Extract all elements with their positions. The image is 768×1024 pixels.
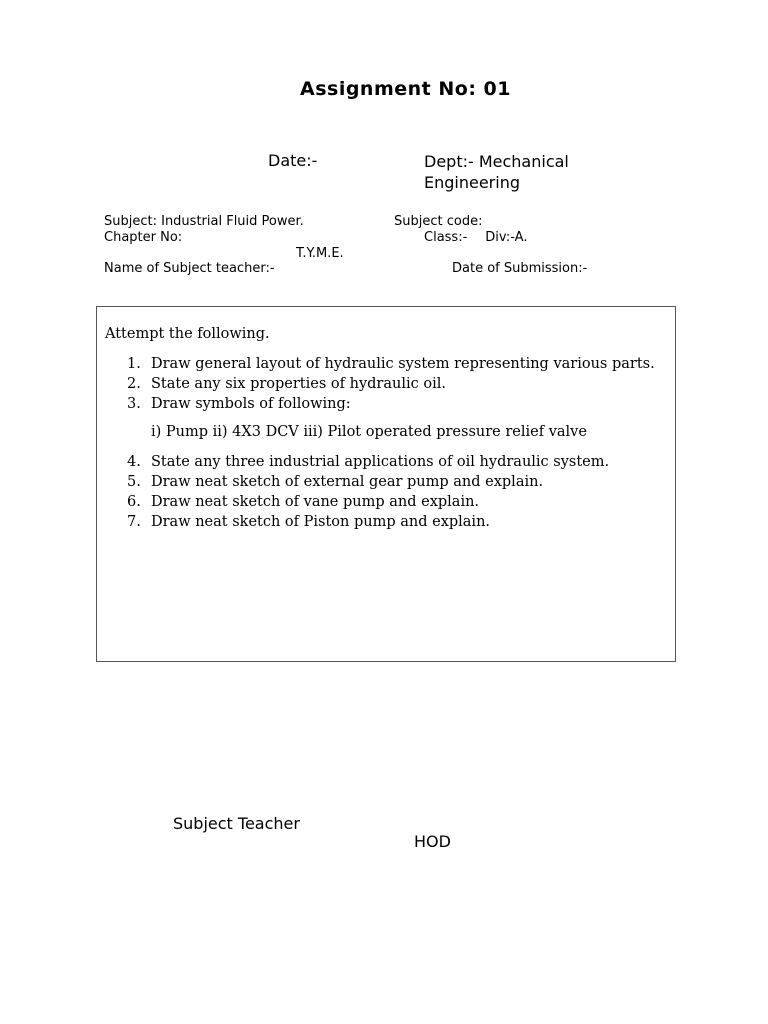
question-number: 6. [127, 494, 141, 510]
questions-box [96, 306, 676, 662]
question-text: Draw general layout of hydraulic system representing various parts. [151, 356, 655, 372]
hod-signature: HOD [414, 832, 451, 851]
question-number: 2. [127, 376, 141, 392]
question-sub-item: i) Pump ii) 4X3 DCV iii) Pilot operated pressure relief valve [151, 424, 587, 440]
class-label: Class:- [424, 230, 468, 245]
assignment-title: Assignment No: 01 [300, 78, 511, 100]
div-label: Div:-A. [485, 230, 528, 245]
question-item [127, 454, 609, 470]
teacher-name-label: Name of Subject teacher:- [104, 261, 275, 276]
subject-teacher-signature: Subject Teacher [173, 814, 300, 833]
question-item [127, 494, 479, 510]
year-label: T.Y.M.E. [296, 246, 344, 261]
subject-label: Subject: Industrial Fluid Power. [104, 214, 304, 229]
class-div-label [424, 230, 527, 246]
question-item [127, 376, 446, 392]
submission-date-label: Date of Submission:- [452, 261, 588, 276]
chapter-label: Chapter No: [104, 230, 183, 245]
question-number: 5. [127, 474, 141, 490]
dept-label [424, 151, 644, 193]
question-item [127, 396, 351, 412]
subject-code-label: Subject code: [394, 214, 483, 229]
question-text: Draw neat sketch of vane pump and explain. [151, 494, 480, 510]
question-item [127, 514, 490, 530]
question-item [127, 356, 655, 372]
question-text: Draw symbols of following: [151, 396, 351, 412]
question-item [127, 474, 543, 490]
question-number: 7. [127, 514, 141, 530]
question-text: State any six properties of hydraulic oil. [151, 376, 446, 392]
question-text: State any three industrial applications of oil hydraulic system. [151, 454, 610, 470]
question-number: 3. [127, 396, 141, 412]
question-number: 1. [127, 356, 141, 372]
date-label: Date:- [268, 151, 318, 170]
question-number: 4. [127, 454, 141, 470]
question-text: Draw neat sketch of external gear pump and explain. [151, 474, 544, 490]
dept-line-1: Dept:- Mechanical [424, 152, 569, 171]
question-text: Draw neat sketch of Piston pump and explain. [151, 514, 491, 530]
questions-lead: Attempt the following. [105, 326, 270, 342]
dept-line-2: Engineering [424, 173, 520, 192]
